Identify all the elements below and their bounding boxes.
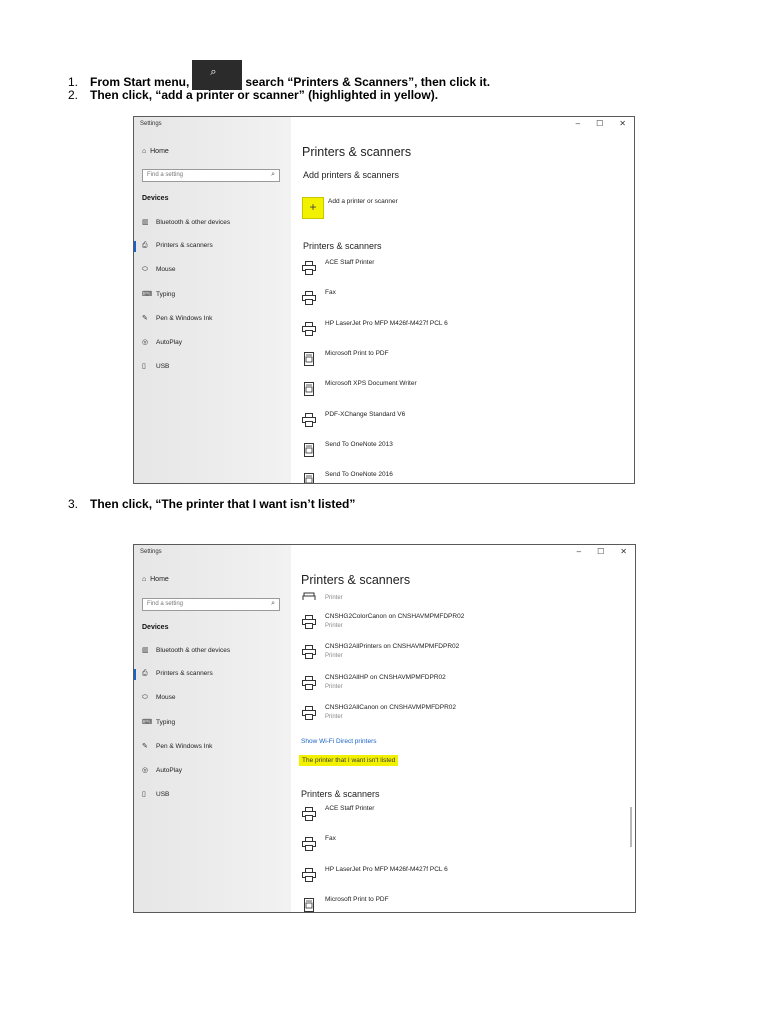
selected-indicator: [134, 241, 136, 252]
document-printer-icon: [302, 443, 316, 457]
printers-list-heading: Printers & scanners: [303, 241, 382, 251]
sidebar-item[interactable]: [142, 766, 182, 774]
printer-icon: [302, 413, 316, 427]
window-title: Settings: [140, 121, 162, 127]
printer-name[interactable]: ACE Staff Printer: [325, 805, 375, 812]
step-text: Then click, “The printer that I want isn’t listed”: [90, 497, 356, 511]
printer-icon: [302, 645, 316, 659]
sidebar-item[interactable]: [142, 242, 213, 250]
start-search-thumbnail: [192, 60, 242, 90]
autoplay-icon: ◎: [142, 767, 149, 774]
step-3: [68, 497, 355, 511]
devices-heading: Devices: [142, 195, 169, 202]
home-icon: ⌂: [142, 148, 147, 155]
minimize-icon[interactable]: –: [576, 547, 582, 556]
add-printers-heading: Add printers & scanners: [303, 170, 400, 180]
sidebar-item-label: AutoPlay: [156, 339, 183, 346]
search-placeholder: Find a setting: [147, 601, 184, 607]
sidebar-item-label: Typing: [156, 291, 176, 298]
settings-main: [291, 545, 635, 912]
sidebar-item[interactable]: [142, 742, 212, 750]
sidebar-item[interactable]: [142, 338, 182, 346]
step-text: Then click, “add a printer or scanner” (highlighted in yellow).: [90, 88, 439, 102]
search-icon: ⌕: [271, 600, 275, 607]
printer-icon: [302, 676, 316, 690]
printer-icon: [302, 837, 316, 851]
find-setting-input[interactable]: [142, 169, 280, 182]
printer-name[interactable]: CNSHG2AllCanon on CNSHAVMPMFDPR02: [325, 703, 457, 711]
minimize-icon[interactable]: –: [575, 119, 581, 128]
search-icon: ⌕: [210, 66, 217, 78]
sidebar-item-label: Mouse: [156, 694, 176, 701]
sidebar-item[interactable]: [142, 694, 176, 702]
close-icon[interactable]: ✕: [619, 119, 626, 128]
mouse-icon: ⬭: [142, 266, 148, 273]
sidebar-item-label: Typing: [156, 719, 176, 726]
printer-icon: [302, 807, 316, 821]
search-icon: ⌕: [271, 171, 275, 178]
document-printer-icon: [302, 352, 316, 366]
printer-name[interactable]: HP LaserJet Pro MFP M426f-M427f PCL 6: [325, 865, 448, 873]
search-placeholder: Find a setting: [147, 172, 184, 178]
usb-icon: ▯: [142, 363, 146, 370]
window-controls: [560, 119, 626, 128]
settings-window-1: [133, 116, 635, 484]
sidebar-item-label: Pen & Windows Ink: [156, 315, 213, 322]
settings-window-2: [133, 544, 636, 913]
home-label: Home: [150, 148, 169, 155]
sidebar-item[interactable]: [142, 646, 230, 654]
printer-icon: [302, 322, 316, 336]
sidebar-item[interactable]: [142, 362, 169, 370]
printer-icon: [302, 261, 316, 275]
printer-name[interactable]: Send To OneNote 2013: [325, 440, 393, 448]
sidebar-item[interactable]: [142, 266, 176, 274]
printer-name[interactable]: HP LaserJet Pro MFP M426f-M427f PCL 6: [325, 319, 448, 327]
document-printer-icon: [302, 473, 316, 484]
maximize-icon[interactable]: ☐: [597, 547, 605, 556]
printer-icon: [302, 706, 316, 720]
printer-sub: Printer: [325, 713, 343, 720]
printer-icon: ⎙: [142, 242, 148, 249]
bluetooth-devices-icon: ▥: [142, 219, 149, 226]
sidebar-item-label: Printers & scanners: [156, 670, 213, 677]
home-link[interactable]: [142, 148, 169, 155]
usb-icon: ▯: [142, 791, 146, 798]
step-number: 1.: [68, 75, 79, 90]
sidebar-item[interactable]: [142, 790, 169, 798]
sidebar-item-label: USB: [156, 363, 170, 370]
step-text-post: search “Printers & Scanners”, then click it.: [245, 75, 491, 90]
sidebar-item-label: Printers & scanners: [156, 242, 213, 249]
sidebar-item-label: USB: [156, 791, 170, 798]
sidebar-item-label: Bluetooth & other devices: [156, 219, 231, 226]
printer-sub: Printer: [325, 623, 343, 629]
step-text-pre: From Start menu,: [90, 75, 190, 90]
window-controls: [561, 547, 627, 556]
devices-heading: Devices: [142, 624, 169, 631]
printer-name[interactable]: Send To OneNote 2016: [325, 471, 393, 479]
printer-name[interactable]: Microsoft Print to PDF: [325, 349, 389, 357]
sidebar-item[interactable]: [142, 314, 212, 322]
printer-name[interactable]: CNSHG2AllHP on CNSHAVMPMFDPR02: [325, 673, 446, 681]
sidebar-item[interactable]: [142, 670, 213, 678]
printer-icon: [302, 615, 316, 629]
printer-not-listed-link[interactable]: The printer that I want isn't listed: [299, 755, 398, 766]
settings-sidebar: [134, 117, 291, 483]
scrollbar[interactable]: [630, 807, 632, 847]
printer-sub: Printer: [325, 653, 343, 660]
printer-name[interactable]: PDF-XChange Standard V6: [325, 410, 406, 418]
printer-sub: Printer: [325, 683, 343, 690]
printer-icon: [302, 592, 316, 600]
keyboard-icon: ⌨: [142, 719, 153, 726]
settings-sidebar: [134, 545, 291, 912]
sidebar-item[interactable]: [142, 290, 175, 298]
page-title: Printers & scanners: [302, 145, 412, 159]
plus-icon: +: [309, 200, 317, 214]
bluetooth-devices-icon: ▥: [142, 647, 149, 654]
pen-icon: ✎: [142, 315, 148, 322]
printer-name[interactable]: Fax: [325, 835, 336, 843]
printer-icon: ⎙: [142, 670, 148, 677]
printer-name[interactable]: Fax: [325, 289, 336, 297]
autoplay-icon: ◎: [142, 339, 149, 346]
home-icon: ⌂: [142, 576, 147, 583]
pen-icon: ✎: [142, 743, 148, 750]
window-title: Settings: [140, 549, 162, 555]
printer-name[interactable]: CNSHG2AllPrinters on CNSHAVMPMFDPR02: [325, 643, 460, 651]
home-label: Home: [150, 576, 169, 583]
step-number: 3.: [68, 497, 79, 511]
mouse-icon: ⬭: [142, 694, 148, 701]
keyboard-icon: ⌨: [142, 291, 153, 298]
printer-name[interactable]: Microsoft XPS Document Writer: [325, 380, 417, 388]
sidebar-item[interactable]: [142, 218, 230, 226]
document-printer-icon: [302, 382, 316, 396]
printer-name[interactable]: CNSHG2ColorCanon on CNSHAVMPMFDPR02: [325, 613, 465, 620]
settings-main: [291, 117, 634, 483]
sidebar-item[interactable]: [142, 718, 175, 726]
printer-icon: [302, 868, 316, 882]
step-number: 2.: [68, 88, 79, 102]
maximize-icon[interactable]: ☐: [596, 119, 604, 128]
show-wifi-direct-link[interactable]: Show Wi-Fi Direct printers: [301, 738, 377, 745]
home-link[interactable]: [142, 576, 169, 583]
printers-list-heading: Printers & scanners: [301, 789, 380, 799]
printer-sub: Printer: [325, 595, 343, 601]
sidebar-item-label: Bluetooth & other devices: [156, 647, 231, 654]
sidebar-item-label: Pen & Windows Ink: [156, 743, 213, 750]
find-setting-input[interactable]: [142, 598, 280, 611]
printer-icon: [302, 291, 316, 305]
step-2: [68, 88, 438, 102]
printer-name[interactable]: ACE Staff Printer: [325, 259, 375, 266]
sidebar-item-label: Mouse: [156, 266, 176, 273]
document-printer-icon: [302, 898, 316, 912]
add-printer-button[interactable]: [302, 197, 324, 219]
close-icon[interactable]: ✕: [620, 547, 627, 556]
add-printer-label[interactable]: Add a printer or scanner: [328, 198, 398, 205]
sidebar-item-label: AutoPlay: [156, 767, 183, 774]
page-title: Printers & scanners: [301, 573, 411, 587]
printer-name[interactable]: Microsoft Print to PDF: [325, 895, 389, 903]
selected-indicator: [134, 669, 136, 680]
